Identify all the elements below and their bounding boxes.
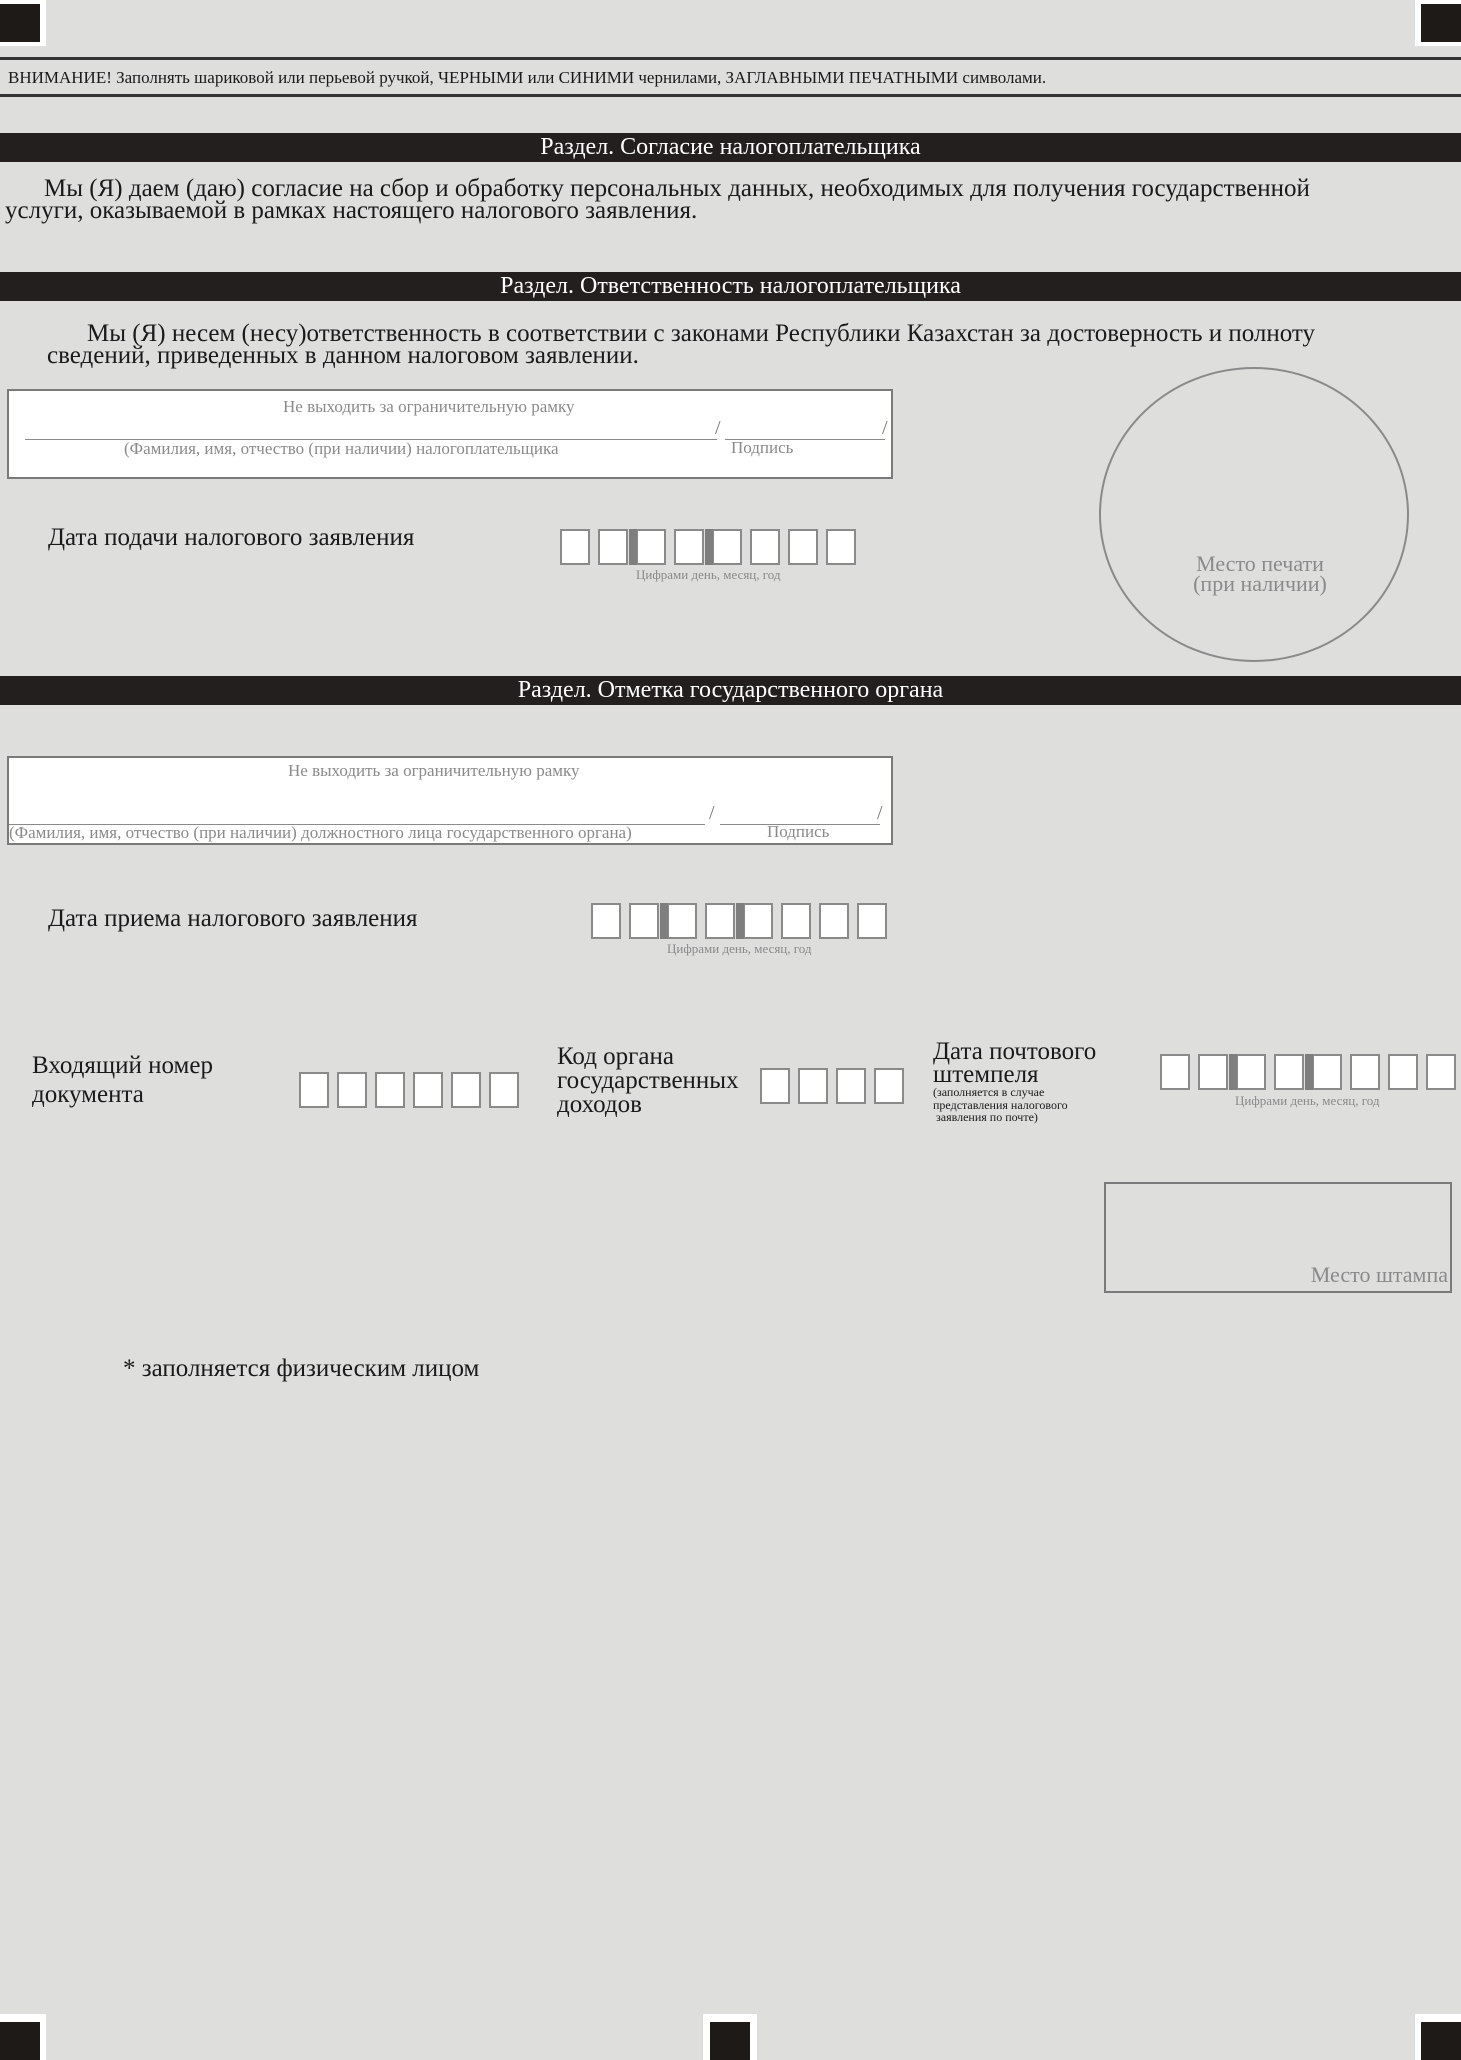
seal-place-circle bbox=[1099, 367, 1409, 662]
slash-separator: / bbox=[715, 417, 721, 439]
date-cell[interactable] bbox=[819, 903, 849, 939]
date-cell[interactable] bbox=[1350, 1054, 1380, 1090]
date-cell[interactable] bbox=[1388, 1054, 1418, 1090]
code-label-line2: государственных bbox=[557, 1067, 739, 1094]
code-label-line3: доходов bbox=[557, 1091, 642, 1118]
date-cell[interactable] bbox=[591, 903, 621, 939]
date-cell[interactable] bbox=[629, 903, 659, 939]
receive-date-hint: Цифрами день, месяц, год bbox=[667, 941, 812, 956]
attention-bottom-rule bbox=[0, 94, 1461, 97]
receive-date-label: Дата приема налогового заявления bbox=[48, 905, 418, 932]
registration-mark-bottom-right bbox=[1415, 2014, 1461, 2060]
signature-caption: Подпись bbox=[767, 822, 830, 841]
footnote: * заполняется физическим лицом bbox=[123, 1355, 480, 1382]
slash-separator: / bbox=[709, 802, 715, 824]
date-cell[interactable] bbox=[1160, 1054, 1190, 1090]
postmark-date-hint: Цифрами день, месяц, год bbox=[1235, 1093, 1380, 1108]
date-cell[interactable] bbox=[743, 903, 773, 939]
digit-cell[interactable] bbox=[299, 1072, 329, 1108]
postmark-note-line1: (заполняется в случае bbox=[933, 1085, 1045, 1099]
postmark-note-line2: представления налогового bbox=[933, 1098, 1068, 1112]
date-cell[interactable] bbox=[781, 903, 811, 939]
digit-cell[interactable] bbox=[375, 1072, 405, 1108]
slash-separator-end: / bbox=[882, 417, 888, 439]
digit-cell[interactable] bbox=[836, 1068, 866, 1104]
seal-place-line2: (при наличии) bbox=[1193, 571, 1327, 596]
registration-mark-top-right bbox=[1415, 0, 1461, 46]
submit-date-hint: Цифрами день, месяц, год bbox=[636, 567, 781, 582]
signature-caption: Подпись bbox=[731, 438, 794, 457]
date-cell[interactable] bbox=[788, 529, 818, 565]
date-cell[interactable] bbox=[1426, 1054, 1456, 1090]
date-cell[interactable] bbox=[1198, 1054, 1228, 1090]
date-cell[interactable] bbox=[750, 529, 780, 565]
registration-mark-bottom-left bbox=[0, 2014, 46, 2060]
responsibility-section-title: Раздел. Ответственность налогоплательщика bbox=[0, 272, 1461, 301]
registration-mark-bottom-center bbox=[703, 2014, 757, 2060]
incoming-number-cells bbox=[299, 1072, 527, 1108]
date-cell[interactable] bbox=[636, 529, 666, 565]
date-cell[interactable] bbox=[1274, 1054, 1304, 1090]
attention-top-rule bbox=[0, 57, 1461, 60]
code-label-line1: Код органа bbox=[557, 1043, 675, 1070]
date-cell[interactable] bbox=[560, 529, 590, 565]
frame-hint: Не выходить за ограничительную рамку bbox=[283, 397, 575, 416]
postmark-label-line2: штемпеля bbox=[933, 1061, 1039, 1088]
digit-cell[interactable] bbox=[760, 1068, 790, 1104]
name-caption: (Фамилия, имя, отчество (при наличии) должностного лица государственного органа) bbox=[9, 823, 632, 842]
date-cell[interactable] bbox=[1236, 1054, 1266, 1090]
date-cell[interactable] bbox=[712, 529, 742, 565]
receive-date-cells bbox=[591, 903, 895, 939]
digit-cell[interactable] bbox=[451, 1072, 481, 1108]
official-signature-frame[interactable] bbox=[7, 756, 893, 845]
seal-place-line1: Место печати bbox=[1196, 551, 1324, 576]
responsibility-text-line1: Мы (Я) несем (несу)ответственность в соответствии с законами Республики Казахстан за достоверность и полноту bbox=[87, 320, 1316, 347]
submit-date-label: Дата подачи налогового заявления bbox=[48, 524, 415, 551]
frame-hint: Не выходить за ограничительную рамку bbox=[288, 761, 580, 780]
slash-separator-end: / bbox=[877, 802, 883, 824]
code-cells bbox=[760, 1068, 912, 1104]
date-cell[interactable] bbox=[826, 529, 856, 565]
digit-cell[interactable] bbox=[337, 1072, 367, 1108]
digit-cell[interactable] bbox=[489, 1072, 519, 1108]
stamp-place-frame bbox=[1104, 1182, 1452, 1293]
registration-mark-top-left bbox=[0, 0, 46, 46]
date-cell[interactable] bbox=[667, 903, 697, 939]
digit-cell[interactable] bbox=[874, 1068, 904, 1104]
date-cell[interactable] bbox=[857, 903, 887, 939]
taxpayer-signature-frame[interactable] bbox=[7, 389, 893, 479]
digit-cell[interactable] bbox=[798, 1068, 828, 1104]
name-caption: (Фамилия, имя, отчество (при наличии) налогоплательщика bbox=[124, 439, 559, 458]
postmark-date-cells bbox=[1160, 1054, 1456, 1090]
date-cell[interactable] bbox=[598, 529, 628, 565]
date-cell[interactable] bbox=[1312, 1054, 1342, 1090]
submit-date-cells bbox=[560, 529, 864, 565]
incoming-number-label-line2: документа bbox=[32, 1081, 144, 1108]
stamp-place-text: Место штампа bbox=[1310, 1262, 1448, 1287]
responsibility-text-line2: сведений, приведенных в данном налоговом заявлении. bbox=[47, 342, 639, 369]
incoming-number-label-line1: Входящий номер bbox=[32, 1052, 213, 1079]
authority-section-title: Раздел. Отметка государственного органа bbox=[0, 676, 1461, 705]
consent-text-line1: Мы (Я) даем (даю) согласие на сбор и обработку персональных данных, необходимых для получения государственной bbox=[44, 175, 1310, 202]
postmark-note-line3: заявления по почте) bbox=[933, 1110, 1038, 1124]
digit-cell[interactable] bbox=[413, 1072, 443, 1108]
postmark-label-line1: Дата почтового bbox=[933, 1038, 1097, 1065]
attention-notice: ВНИМАНИЕ! Заполнять шариковой или перьевой ручкой, ЧЕРНЫМИ или СИНИМИ чернилами, ЗАГЛАВНЫМИ ПЕЧАТНЫМИ символами. bbox=[8, 68, 1047, 87]
date-cell[interactable] bbox=[705, 903, 735, 939]
consent-section-title: Раздел. Согласие налогоплательщика bbox=[0, 133, 1461, 162]
date-cell[interactable] bbox=[674, 529, 704, 565]
consent-text-line2: услуги, оказываемой в рамках настоящего налогового заявления. bbox=[5, 197, 698, 224]
